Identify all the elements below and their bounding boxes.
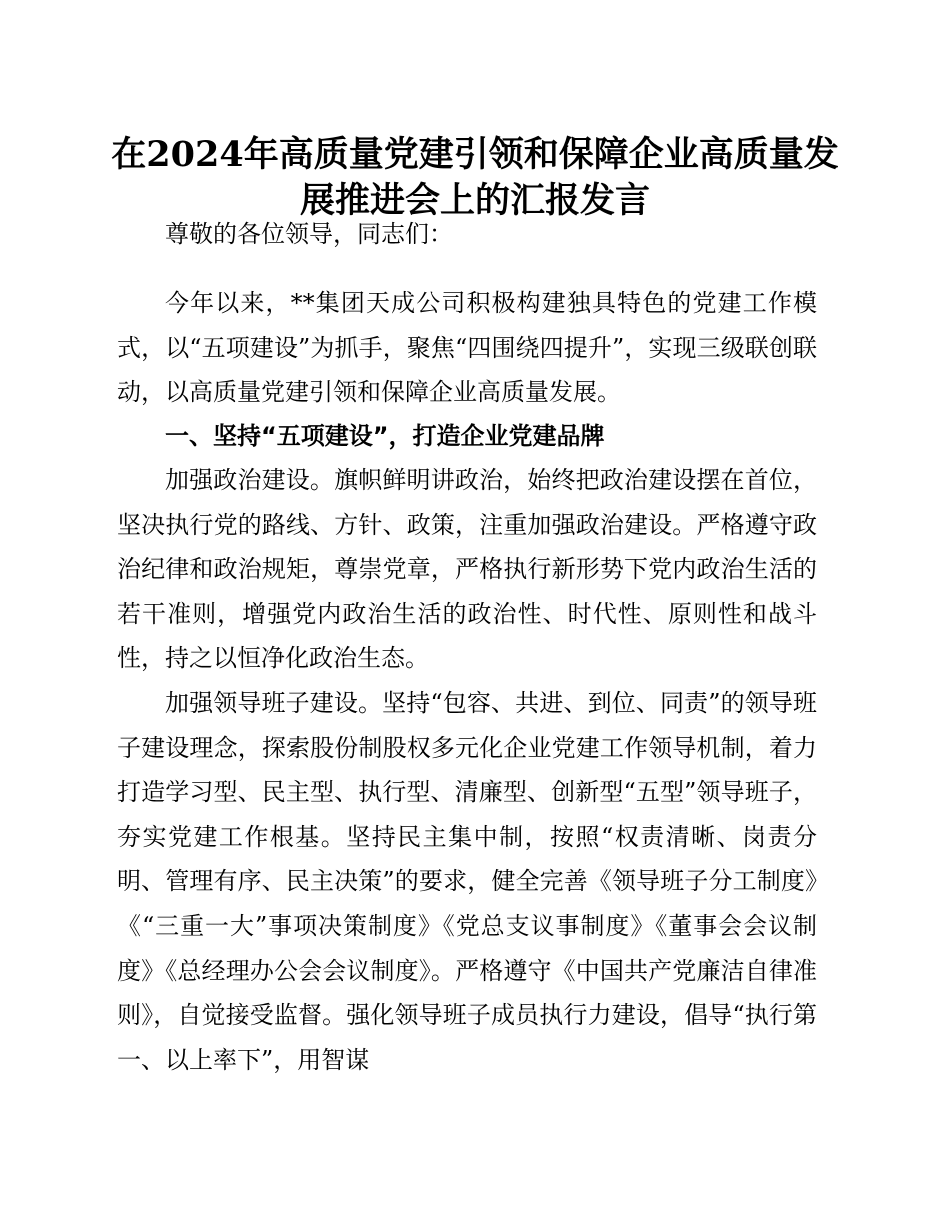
- document-title: 在2024年高质量党建引领和保障企业高质量发展推进会上的汇报发言: [111, 134, 839, 221]
- paragraph-leadership-construction: 加强领导班子建设。坚持“包容、共进、到位、同责”的领导班子建设理念，探索股份制股权多元化企业党建工作领导机制，着力打造学习型、民主型、执行型、清廉型、创新型“五型”领导班子，夯实党建工作根基。坚持民主集中制，按照“权责清晰、岗责分明、管理有序、民主决策”的要求，健全完善《领导班子分工制度》《“三重一大”事项决策制度》《党总支议事制度》《董事会会议制度》《总经理办公会会议制度》。严格遵守《中国共产党廉洁自律准则》，自觉接受监督。强化领导班子成员执行力建设，倡导“执行第一、以上率下”，用智谋: [117, 689, 817, 1074]
- salutation: 尊敬的各位领导，同志们：: [165, 220, 453, 248]
- paragraph-political-construction: 加强政治建设。旗帜鲜明讲政治，始终把政治建设摆在首位，坚决执行党的路线、方针、政策，注重加强政治建设。严格遵守政治纪律和政治规矩，尊崇党章，严格执行新形势下党内政治生活的若干准则，增强党内政治生活的政治性、时代性、原则性和战斗性，持之以恒净化政治生态。: [117, 466, 817, 673]
- intro-paragraph: 今年以来，**集团天成公司积极构建独具特色的党建工作模式，以“五项建设”为抓手，聚焦“四围绕四提升”，实现三级联创联动，以高质量党建引领和保障企业高质量发展。: [117, 289, 817, 407]
- section-heading-1: 一、坚持“五项建设”，打造企业党建品牌: [165, 422, 605, 450]
